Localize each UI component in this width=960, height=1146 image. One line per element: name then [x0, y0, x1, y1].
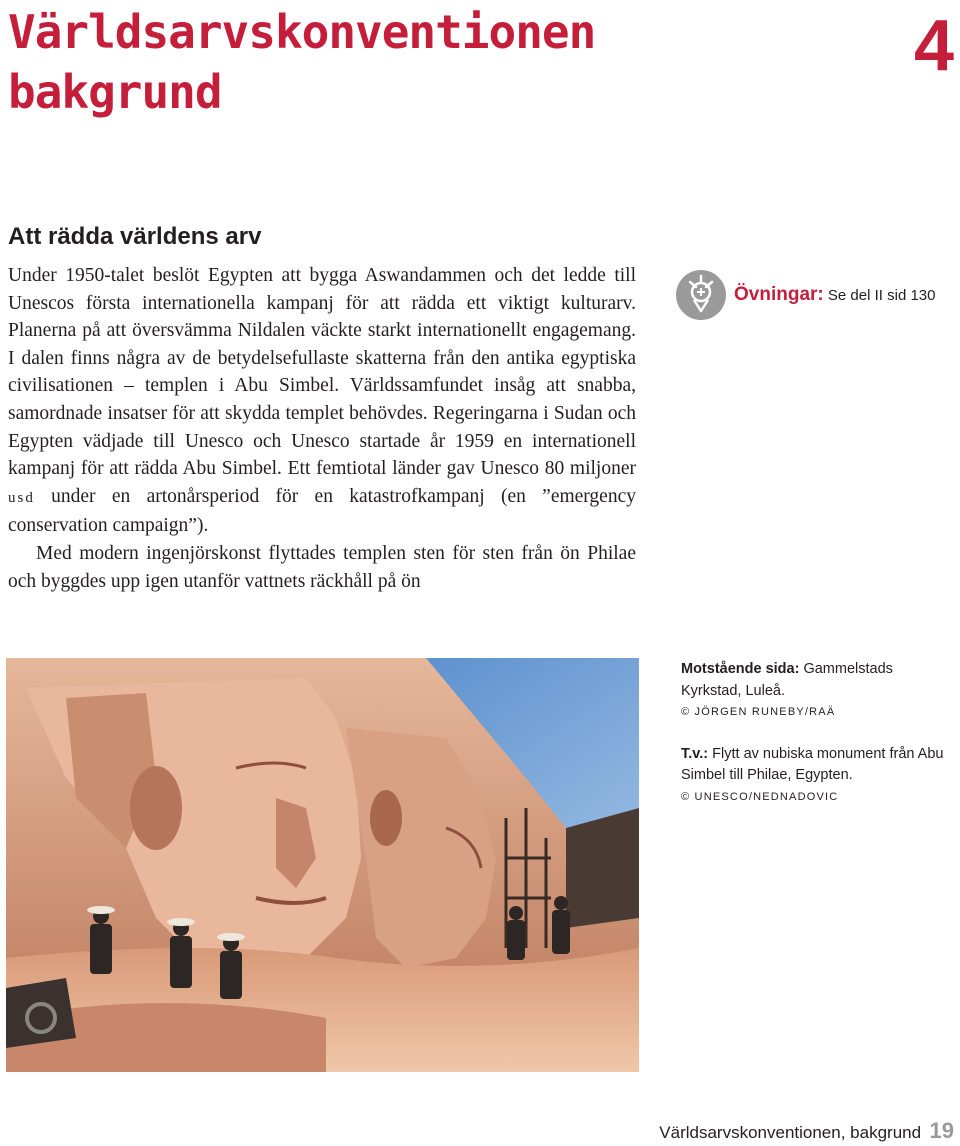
footer-title: Världsarvskonventionen, bakgrund: [659, 1123, 922, 1142]
body-paragraph-1-continued: under en artonårsperiod för en katastrofkampanj (en ”emergency conservation campaign”).: [8, 485, 636, 537]
page-footer: [659, 1118, 954, 1144]
caption-photo: [681, 744, 956, 809]
caption-opposite-label: Motstående sida:: [681, 661, 800, 677]
exercise-label: Övningar:: [734, 284, 824, 305]
chapter-number: 4: [913, 6, 954, 86]
exercise-text: [734, 284, 935, 306]
page-number: 19: [929, 1118, 954, 1143]
chapter-title: [8, 2, 595, 122]
exercise-reference: [676, 270, 960, 322]
caption-photo-credit: © UNESCO/NEDNADOVIC: [681, 790, 839, 803]
chapter-title-line-2: bakgrund: [8, 65, 222, 119]
body-text: [8, 262, 636, 595]
chapter-title-line-1: Världsarvskonventionen: [8, 5, 596, 59]
section-heading: Att rädda världens arv: [8, 223, 262, 250]
body-paragraph-1-text: Under 1950-talet beslöt Egypten att bygga Aswandammen och det ledde till Unescos första internationella kampanj för att rädda ett viktigt kulturarv. Planerna på att översvämma Nildalen väckte starkt internationellt engagemang. I dalen finns några av de betydelsefullaste skatterna från den antika egyptiska civilisationen – templen i Abu Simbel. Världssamfundet insåg att snabba, samordnade insatser för att skydda templet behövdes. Regeringarna i Sudan och Egypten vädjade till Unesco och Unesco startade år 1959 en internationell kampanj för att rädda Abu Simbel. Ett femtiotal länder gav Unesco 80 miljoner: [8, 265, 636, 480]
body-paragraph-1: [8, 262, 636, 540]
photo-captions: [681, 659, 956, 828]
currency-abbreviation: usd: [8, 489, 35, 506]
exercise-icon: [676, 270, 726, 320]
abu-simbel-photo: [6, 658, 639, 1072]
caption-photo-label: T.v.:: [681, 745, 709, 762]
caption-opposite-credit: © JÖRGEN RUNEBY/RAÄ: [681, 706, 836, 718]
body-paragraph-2: Med modern ingenjörskonst flyttades templen sten för sten från ön Philae och byggdes upp igen utanför vattnets räckhåll på ön: [8, 542, 636, 592]
exercise-reference-text: Se del II sid 130: [827, 287, 936, 304]
caption-photo-text: Flytt av nubiska monument från Abu Simbel till Philae, Egypten.: [681, 745, 944, 783]
caption-opposite-text: Gammelstads Kyrkstad, Luleå.: [681, 661, 893, 699]
caption-opposite-page: [681, 659, 956, 724]
